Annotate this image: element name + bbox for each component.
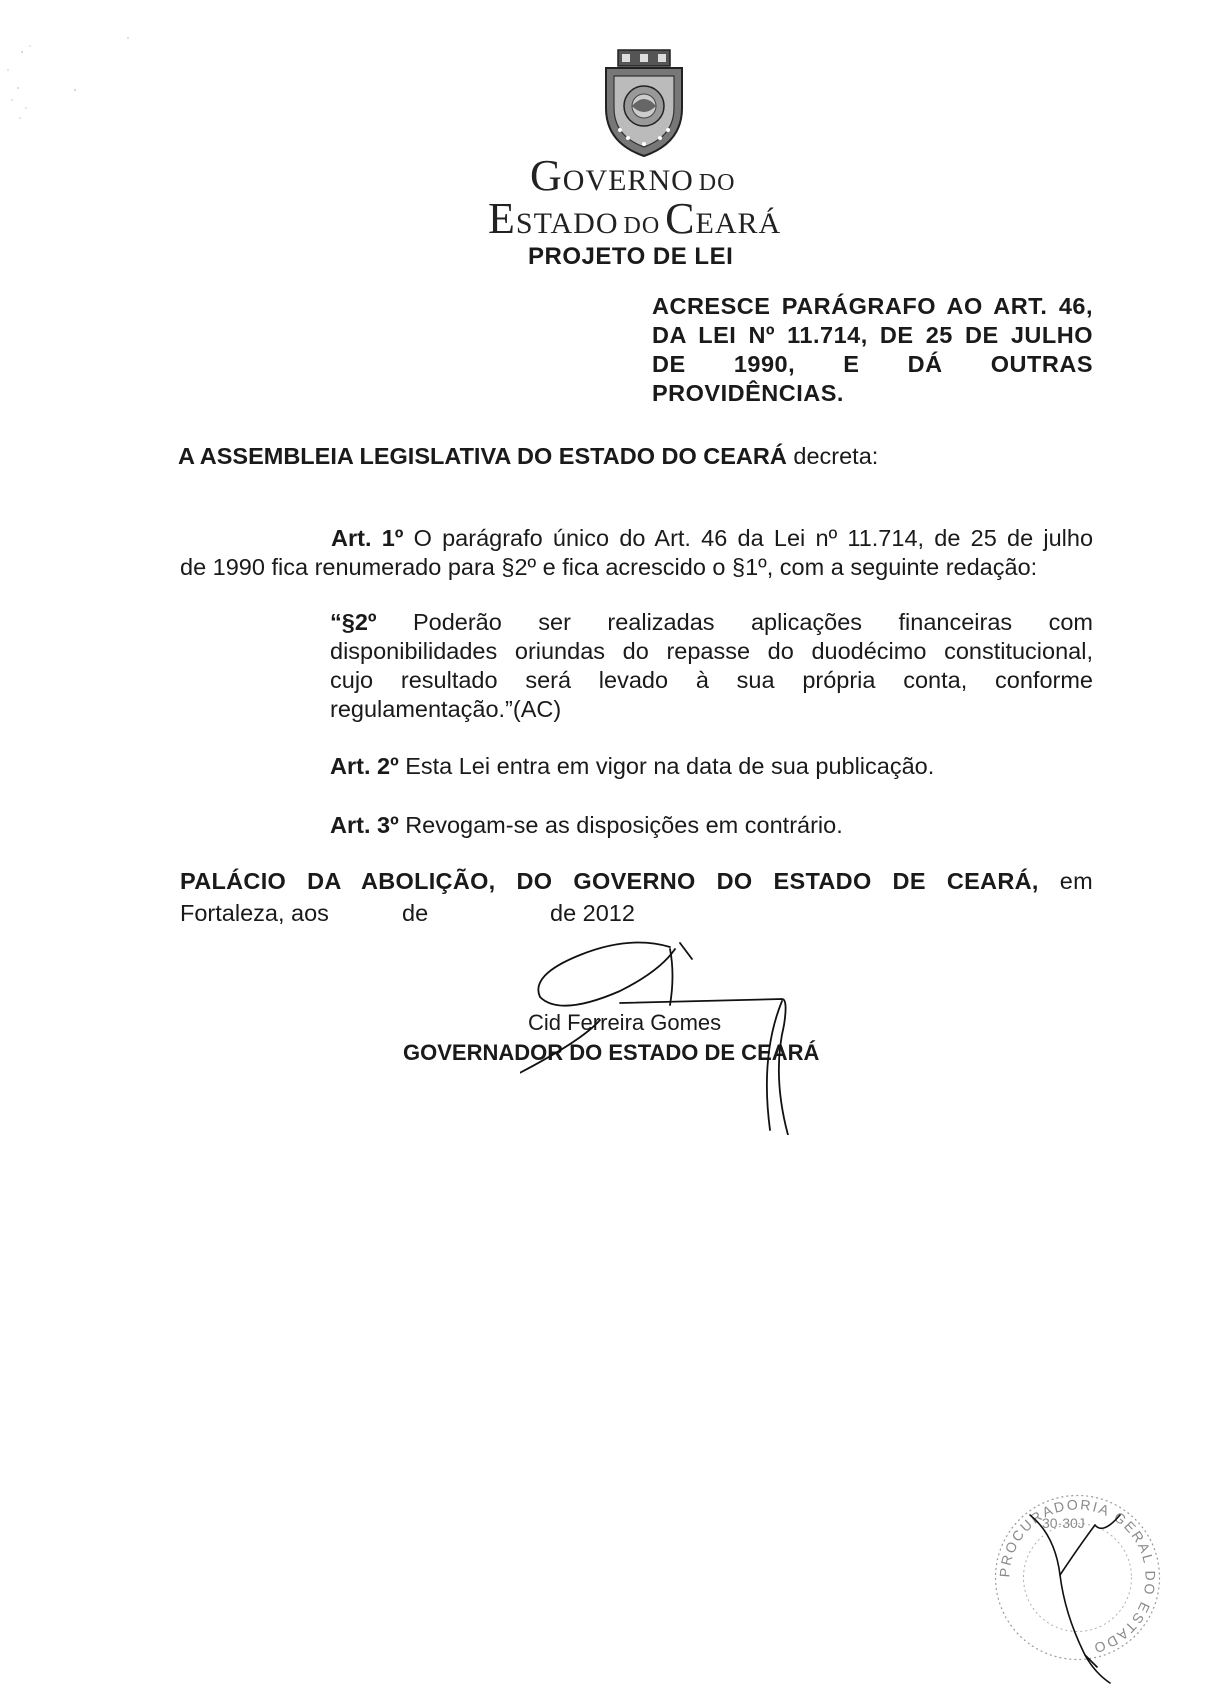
enacting-clause [178,442,878,471]
palace-tail: em [1059,868,1093,894]
year-text: de 2012 [550,900,635,926]
palace-name: PALÁCIO DA ABOLIÇÃO, DO GOVERNO DO ESTADO DE CEARÁ, [180,868,1039,894]
coat-of-arms-icon [596,48,692,158]
closing-date [180,899,680,928]
article-label: Art. 3º [330,812,399,838]
stamp-fragment: 30·30J [1042,1515,1085,1531]
quoted-paragraph [330,608,1093,724]
signatory-name: Cid Ferreira Gomes [528,1010,722,1035]
paragraph-label: “§2º [330,609,377,635]
article-2 [330,752,934,781]
date-de: de [402,900,429,926]
handwritten-signature [520,935,790,1135]
article-text: de 1990 fica renumerado para §2º e fica acrescido o §1º, com a seguinte redação: [180,554,1038,580]
quote-text: regulamentação.”(AC) [330,696,562,722]
article-text: Esta Lei entra em vigor na data de sua publicação. [405,753,935,779]
summary-line: DA LEI Nº 11.714, DE 25 DE JULHO [652,322,1093,348]
summary-line: ACRESCE PARÁGRAFO AO ART. 46, [652,293,1093,319]
summary-line: PROVIDÊNCIAS. [652,380,844,406]
legislative-body: A ASSEMBLEIA LEGISLATIVA DO ESTADO DO CEARÁ [178,443,787,469]
bill-summary [652,292,1093,408]
article-1 [180,524,1093,582]
article-text: O parágrafo único do Art. 46 da Lei nº 11.714, de 25 de julho [413,525,1094,551]
signatory-title: GOVERNADOR DO ESTADO DE CEARÁ [403,1040,820,1065]
article-label: Art. 1º [331,525,404,551]
government-line-2: ESTADO DO CEARÁ [488,194,782,243]
government-line-1: GOVERNO DO [530,151,736,200]
document-type-title: PROJETO DE LEI [528,243,734,270]
closing-place [180,867,1093,896]
enacting-verb: decreta: [793,443,879,469]
quote-text: disponibilidades oriundas do repasse do duodécimo constitucional, [330,638,1093,664]
stamp-signature [1025,1505,1135,1685]
scan-specks [0,30,140,130]
article-text: Revogam-se as disposições em contrário. [405,812,843,838]
article-3 [330,811,843,840]
city-text: Fortaleza, aos [180,900,329,926]
summary-line: DE 1990, E DÁ OUTRAS [652,351,1093,377]
article-label: Art. 2º [330,753,399,779]
stamp-text: PROCURADORIA GERAL DO ESTADO [996,1496,1159,1657]
quote-text: Poderão ser realizadas aplicações financeiras com [412,609,1094,635]
quote-text: cujo resultado será levado à sua própria conta, conforme [330,667,1093,693]
